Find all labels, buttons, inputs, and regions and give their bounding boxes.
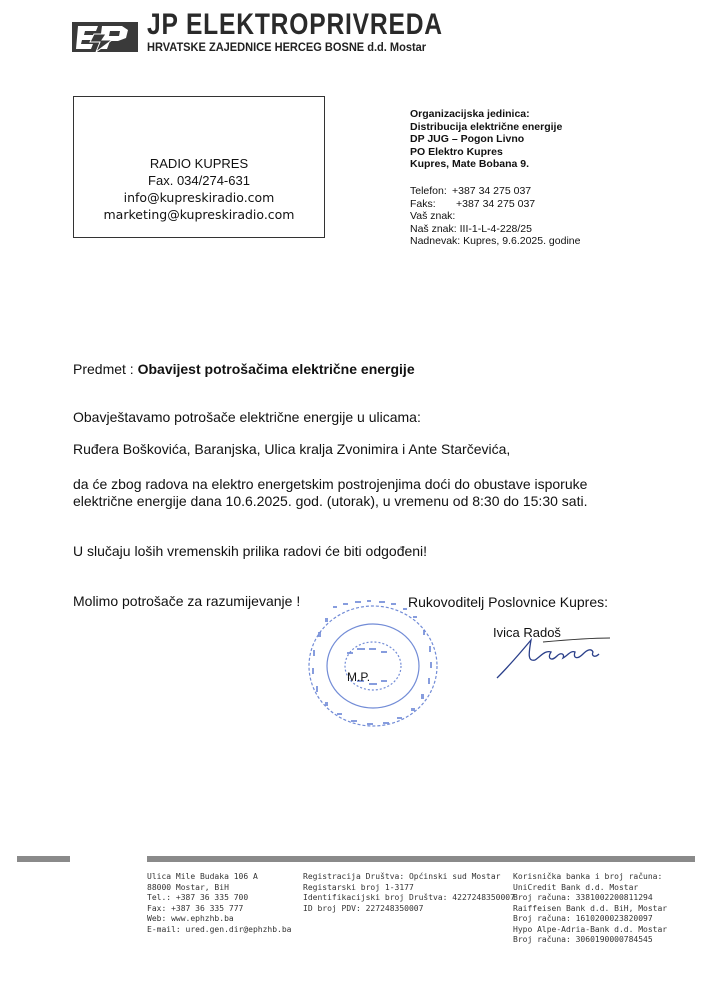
company-name: JP ELEKTROPRIVREDA bbox=[147, 8, 443, 41]
footer-bar-right bbox=[147, 856, 695, 862]
footer-line: UniCredit Bank d.d. Mostar bbox=[513, 882, 639, 892]
official-stamp-icon bbox=[303, 596, 443, 736]
signatory-title: Rukovoditelj Poslovnice Kupres: bbox=[408, 594, 608, 610]
nadnevak: Nadnevak: Kupres, 9.6.2025. godine bbox=[410, 235, 581, 248]
paragraph-notice-line-1: da će zbog radova na elektro energetskim postrojenjima doći do obustave isporuke bbox=[73, 476, 588, 492]
telefon-row bbox=[410, 185, 580, 198]
nas-znak: Naš znak: III-1-L-4-228/25 bbox=[410, 222, 532, 235]
paragraph-weather: U slučaju loših vremenskih prilika radovi će biti odgođeni! bbox=[73, 543, 428, 559]
footer-line: Identifikacijski broj Društva: 4227248350007 bbox=[303, 893, 515, 902]
org-unit-line: Distribucija električne energije bbox=[410, 120, 563, 133]
signatory-name: Ivica Radoš bbox=[493, 625, 561, 640]
footer-email-link[interactable]: E-mail: ured.gen.dir@ephzhb.ba bbox=[147, 924, 292, 934]
footer-line: Tel.: +387 36 335 700 bbox=[147, 893, 249, 902]
faks-label: Faks: bbox=[410, 197, 436, 210]
footer-bar-left bbox=[17, 856, 70, 862]
footer-line: Hypo Alpe-Adria-Bank d.d. Mostar bbox=[513, 924, 668, 934]
footer-bank-accounts bbox=[513, 872, 667, 946]
paragraph-streets: Ruđera Boškovića, Baranjska, Ulica kralja Zvonimira i Ante Starčevića, bbox=[73, 441, 511, 457]
vas-znak: Vaš znak: bbox=[410, 210, 456, 223]
company-subtitle: HRVATSKE ZAJEDNICE HERCEG BOSNE d.d. Mostar bbox=[147, 40, 427, 54]
footer-line: Fax: +387 36 335 777 bbox=[147, 903, 244, 913]
paragraph-thanks: Molimo potrošače za razumijevanje ! bbox=[73, 593, 301, 609]
footer-line: Ulica Mile Budaka 106 A bbox=[147, 872, 258, 881]
subject-text: Obavijest potrošačima električne energije bbox=[137, 361, 415, 377]
paragraph-intro: Obavještavamo potrošače električne energije u ulicama: bbox=[73, 409, 421, 425]
footer-line: Broj računa: 3381002200811294 bbox=[513, 893, 653, 902]
footer-address bbox=[147, 872, 292, 935]
footer-line: ID broj PDV: 227248350007 bbox=[303, 903, 424, 913]
subject-line bbox=[73, 361, 415, 377]
sender-block bbox=[410, 108, 580, 248]
telefon-label: Telefon: bbox=[410, 184, 447, 197]
recipient-fax: Fax. 034/274-631 bbox=[148, 173, 250, 188]
faks-row bbox=[410, 198, 580, 211]
recipient-email-info[interactable]: info@kupreskiradio.com bbox=[123, 190, 275, 205]
org-unit-line: DP JUG – Pogon Livno bbox=[410, 133, 525, 146]
footer-web-link[interactable]: Web: www.ephzhb.ba bbox=[147, 914, 234, 923]
subject-label: Predmet : bbox=[73, 361, 138, 377]
telefon-value: +387 34 275 037 bbox=[452, 184, 532, 197]
handwritten-signature-icon bbox=[495, 632, 615, 682]
recipient-address bbox=[73, 155, 325, 223]
footer-line: Registracija Društva: Općinski sud Mostar bbox=[303, 872, 501, 881]
faks-value: +387 34 275 037 bbox=[456, 197, 536, 210]
footer-line: 88000 Mostar, BiH bbox=[147, 882, 229, 892]
recipient-email-marketing[interactable]: marketing@kupreskiradio.com bbox=[103, 207, 295, 222]
footer-line: Broj računa: 3060190000784545 bbox=[513, 935, 653, 944]
org-unit-line: PO Elektro Kupres bbox=[410, 145, 503, 158]
footer-registration bbox=[303, 872, 515, 914]
footer-line: Korisnička banka i broj računa: bbox=[513, 872, 663, 881]
stamp-label: M.P. bbox=[347, 670, 371, 684]
footer-line: Raiffeisen Bank d.d. BiH, Mostar bbox=[513, 903, 668, 913]
org-unit-address: Kupres, Mate Bobana 9. bbox=[410, 158, 530, 171]
ep-logo-icon bbox=[72, 20, 140, 54]
footer-line: Broj računa: 1610200023820097 bbox=[513, 914, 653, 923]
recipient-name: RADIO KUPRES bbox=[149, 156, 249, 171]
footer-line: Registarski broj 1-3177 bbox=[303, 882, 414, 892]
paragraph-notice-line-2: električne energije dana 10.6.2025. god. (utorak), u vremenu od 8:30 do 15:30 sati. bbox=[73, 493, 588, 509]
org-unit-label: Organizacijska jedinica: bbox=[410, 108, 530, 120]
